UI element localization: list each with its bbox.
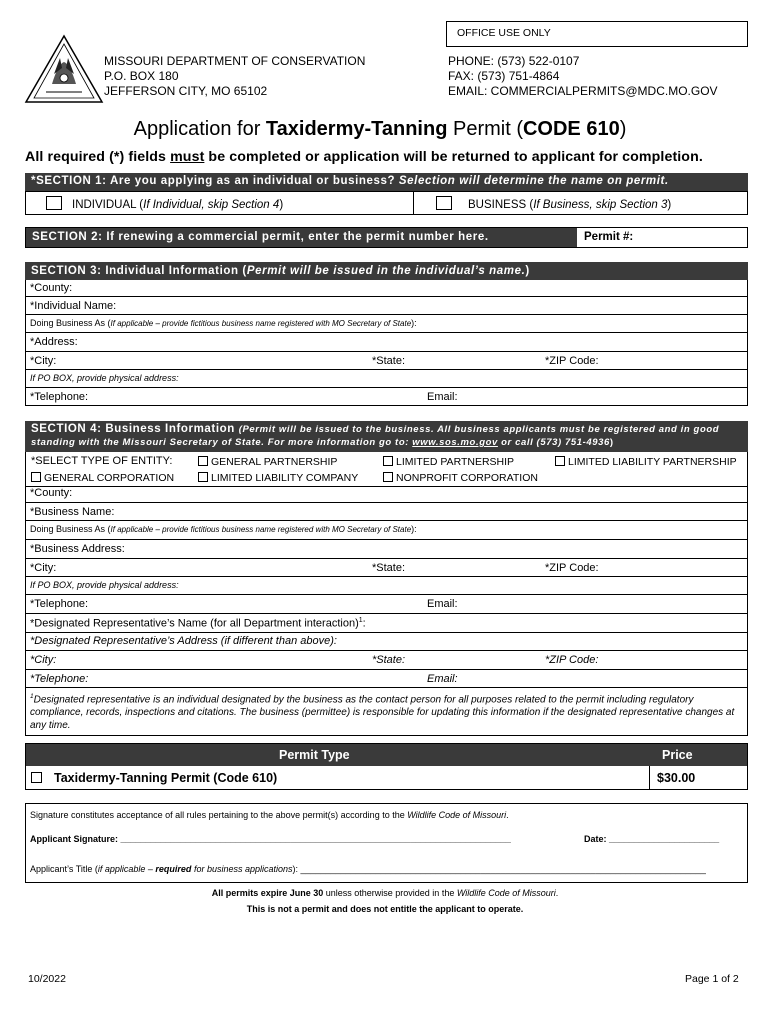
applicant-title-field[interactable]: Applicant’s Title (if applicable – required for business applications): _________________________________________________________________________________ bbox=[30, 864, 706, 874]
page-number: Page 1 of 2 bbox=[685, 973, 739, 985]
rep-city-field[interactable]: *City: bbox=[30, 654, 57, 666]
required-note: All required (*) fields must be completed or application will be returned to applicant for completion. bbox=[25, 149, 703, 165]
org-address bbox=[104, 54, 365, 99]
contact-email: EMAIL: COMMERCIALPERMITS@MDC.MO.GOV bbox=[448, 84, 718, 98]
s3-zip-field[interactable]: *ZIP Code: bbox=[545, 355, 599, 367]
phone: PHONE: (573) 522-0107 bbox=[448, 54, 580, 68]
po-box: P.O. BOX 180 bbox=[104, 69, 179, 83]
col-price: Price bbox=[662, 748, 693, 762]
s4-county-field[interactable]: *County: bbox=[25, 486, 748, 503]
entity-llp[interactable]: LIMITED LIABILITY PARTNERSHIP bbox=[555, 456, 737, 468]
rep-name-field[interactable]: *Designated Representative’s Name (for all Department interaction)$^1$: bbox=[25, 614, 748, 633]
s4-email-field[interactable]: Email: bbox=[427, 598, 458, 610]
checkbox-icon[interactable] bbox=[383, 472, 393, 482]
permit-row[interactable]: Taxidermy-Tanning Permit (Code 610) bbox=[31, 771, 277, 785]
form-date: 10/2022 bbox=[28, 973, 66, 985]
date-field[interactable]: Date: ______________________ bbox=[584, 834, 720, 844]
s4-po-box-note: If PO BOX, provide physical address: bbox=[25, 577, 748, 595]
rep-address-field[interactable]: *Designated Representative’s Address (if different than above): bbox=[25, 633, 748, 651]
rep-footnote: $^1$Designated representative is an individual designated by the business as the contact person for all purposes related to the permit including regulatory compliance, records, inspections and citations. The business (permittee) is responsible for updating this information if the designated representative changes at any time. bbox=[25, 688, 748, 736]
checkbox-icon[interactable] bbox=[198, 456, 208, 466]
s4-dba-field[interactable]: Doing Business As (If applicable – provide fictitious business name registered with MO Secretary of State): bbox=[25, 521, 748, 540]
city-line: JEFFERSON CITY, MO 65102 bbox=[104, 84, 268, 98]
entity-type-row bbox=[25, 452, 748, 487]
not-permit-note: This is not a permit and does not entitle the applicant to operate. bbox=[246, 904, 524, 914]
rep-zip-field[interactable]: *ZIP Code: bbox=[545, 654, 599, 666]
section1-options bbox=[25, 191, 748, 215]
section3-header: SECTION 3: Individual Information (Permit will be issued in the individual’s name.) bbox=[25, 262, 748, 280]
permit-price: $30.00 bbox=[657, 771, 696, 785]
entity-nonprofit[interactable]: NONPROFIT CORPORATION bbox=[383, 472, 538, 484]
applicant-signature-field[interactable]: Applicant Signature: ______________________________________________________________________________ bbox=[30, 834, 511, 844]
s4-telephone-field[interactable]: *Telephone: bbox=[30, 598, 89, 610]
individual-checkbox[interactable] bbox=[46, 196, 62, 210]
checkbox-icon[interactable] bbox=[383, 456, 393, 466]
s4-city-field[interactable]: *City: bbox=[30, 562, 57, 574]
s3-name-field[interactable]: *Individual Name: bbox=[25, 297, 748, 315]
permit-table bbox=[25, 743, 748, 790]
rep-state-field[interactable]: *State: bbox=[372, 654, 406, 666]
entity-limited-partnership[interactable]: LIMITED PARTNERSHIP bbox=[383, 456, 514, 468]
permit-table-header bbox=[26, 744, 747, 766]
business-option[interactable]: BUSINESS (If Business, skip Section 3) bbox=[436, 196, 671, 211]
expire-note: All permits expire June 30 unless otherwise provided in the Wildlife Code of Missouri. bbox=[211, 888, 559, 898]
entity-llc[interactable]: LIMITED LIABILITY COMPANY bbox=[198, 472, 358, 484]
s3-county-field[interactable]: *County: bbox=[25, 280, 748, 297]
rep-telephone-field[interactable]: *Telephone: bbox=[30, 673, 89, 685]
office-use-label: OFFICE USE ONLY bbox=[457, 27, 551, 39]
section2-header: SECTION 2: If renewing a commercial permit, enter the permit number here. bbox=[26, 228, 577, 247]
fax: FAX: (573) 751-4864 bbox=[448, 69, 560, 83]
s3-po-box-note: If PO BOX, provide physical address: bbox=[25, 370, 748, 388]
entity-general-partnership[interactable]: GENERAL PARTNERSHIP bbox=[198, 456, 337, 468]
s3-telephone-row bbox=[25, 388, 748, 406]
s3-telephone-field[interactable]: *Telephone: bbox=[30, 391, 89, 403]
mdc-seal-logo bbox=[24, 34, 104, 106]
contact-info bbox=[448, 54, 718, 99]
checkbox-icon[interactable] bbox=[198, 472, 208, 482]
s3-city-row bbox=[25, 352, 748, 370]
rep-city-row bbox=[25, 651, 748, 670]
office-use-box bbox=[446, 21, 748, 47]
rep-email-field[interactable]: Email: bbox=[427, 673, 458, 685]
rep-telephone-row bbox=[25, 670, 748, 688]
section4-header: SECTION 4: Business Information (Permit will be issued to the business. All business applicants must be registered and in good standing with the Missouri Secretary of State. For more information go to: www.sos.mo.gov or call (573) 751-4936) bbox=[25, 421, 748, 452]
checkbox-icon[interactable] bbox=[555, 456, 565, 466]
permit-number-field[interactable]: Permit #: bbox=[584, 231, 634, 243]
entity-general-corporation[interactable]: GENERAL CORPORATION bbox=[31, 472, 174, 484]
signature-box bbox=[25, 803, 748, 883]
business-checkbox[interactable] bbox=[436, 196, 452, 210]
section2 bbox=[25, 227, 748, 248]
page-title: Application for Taxidermy-Tanning Permit (CODE 610) bbox=[133, 118, 627, 140]
s3-email-field[interactable]: Email: bbox=[427, 391, 458, 403]
s3-address-field[interactable]: *Address: bbox=[25, 333, 748, 352]
s4-zip-field[interactable]: *ZIP Code: bbox=[545, 562, 599, 574]
checkbox-icon[interactable] bbox=[31, 472, 41, 482]
signature-note: Signature constitutes acceptance of all rules pertaining to the above permit(s) according to the Wildlife Code of Missouri. bbox=[30, 810, 509, 820]
section1-header: *SECTION 1: Are you applying as an individual or business? Selection will determine the name on permit. bbox=[25, 173, 748, 191]
individual-option[interactable]: INDIVIDUAL (If Individual, skip Section 4) bbox=[46, 196, 283, 211]
sos-link[interactable]: www.sos.mo.gov bbox=[412, 437, 498, 448]
s4-city-row bbox=[25, 559, 748, 577]
s3-city-field[interactable]: *City: bbox=[30, 355, 57, 367]
s4-telephone-row bbox=[25, 595, 748, 614]
org-name: MISSOURI DEPARTMENT OF CONSERVATION bbox=[104, 54, 366, 68]
s4-state-field[interactable]: *State: bbox=[372, 562, 406, 574]
entity-label: *SELECT TYPE OF ENTITY: bbox=[31, 455, 173, 467]
s4-business-name-field[interactable]: *Business Name: bbox=[25, 503, 748, 521]
col-permit-type: Permit Type bbox=[279, 748, 350, 762]
s4-business-address-field[interactable]: *Business Address: bbox=[25, 540, 748, 559]
s3-dba-field[interactable]: Doing Business As (If applicable – provide fictitious business name registered with MO Secretary of State): bbox=[25, 315, 748, 333]
permit-checkbox[interactable] bbox=[31, 772, 42, 783]
s3-state-field[interactable]: *State: bbox=[372, 355, 406, 367]
